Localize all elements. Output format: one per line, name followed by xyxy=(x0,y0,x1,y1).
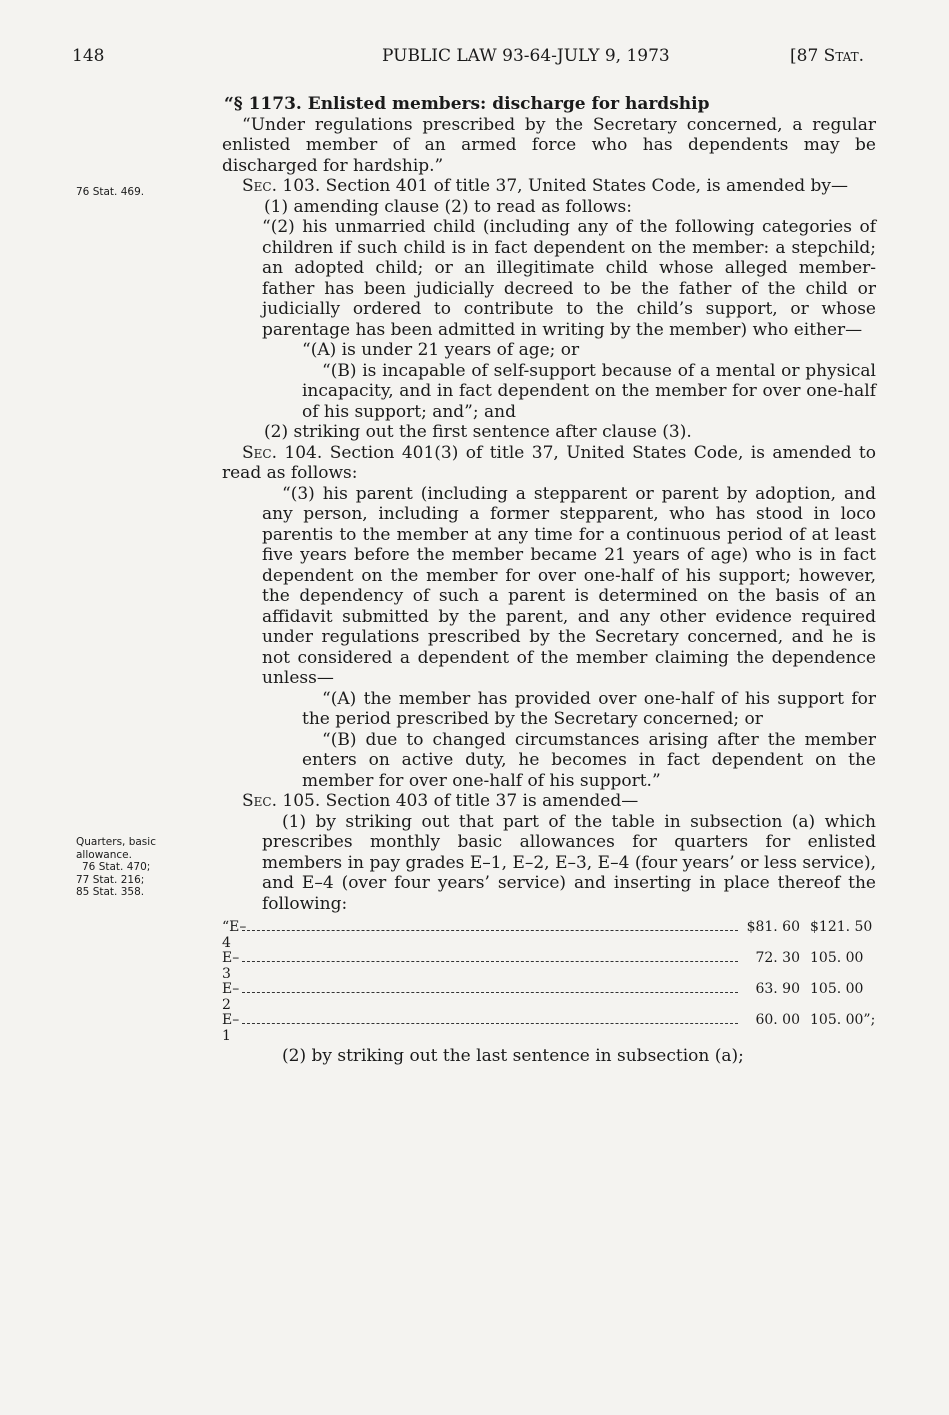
sec-103-intro: Sec. 103. Section 401 of title 37, United States Code, is amended by— xyxy=(242,176,849,196)
sec-105-intro: Sec. 105. Section 403 of title 37 is amended— xyxy=(242,791,639,811)
table-row: E–3 72. 30 105. 00 xyxy=(222,950,864,982)
table-row: E–1 60. 00 105. 00”; xyxy=(222,1012,876,1044)
sec-103-clause-a: “(A) is under 21 years of age; or xyxy=(302,340,580,360)
sec-103-item-2: (2) striking out the first sentence after clause (3). xyxy=(264,422,692,442)
table-row: E–2 63. 90 105. 00 xyxy=(222,981,864,1013)
sec-103-clause-2: “(2) his unmarried child (including any of the following categories of children if such child is in fact dependent on the member: a stepchild; an adopted child; or an illegitimate child whose alleged member-father has been judicially decreed to be the father of the child or judicially ordered to contribute to the child’s support, or whose parentage has been admitted in writing by the member) who either— xyxy=(262,217,876,340)
document-body xyxy=(222,94,876,1067)
statute-volume: [87 Stat. xyxy=(790,46,865,66)
allowance-table xyxy=(222,920,876,1044)
page-number: 148 xyxy=(72,46,105,66)
sec-105-item-1: (1) by striking out that part of the table in subsection (a) which prescribes monthly basic allowances for quarters for enlisted members in pay grades E–1, E–2, E–3, E–4 (four years’ or less service), and E–4 (over four years’ service) and inserting in place thereof the following: xyxy=(262,811,876,914)
sec-103-clause-b: “(B) is incapable of self-support because of a mental or physical incapacity, and in fact dependent on the member for over one-half of his support; and”; and xyxy=(302,360,876,422)
table-row: “E–4 $81. 60 $121. 50 xyxy=(222,919,873,951)
sec-105-item-2: (2) by striking out the last sentence in subsection (a); xyxy=(282,1046,744,1066)
sec-104-intro: Sec. 104. Section 401(3) of title 37, United States Code, is amended to read as follows: xyxy=(222,442,876,483)
margin-note-76-stat-469: 76 Stat. 469. xyxy=(76,186,145,198)
sec-104-clause-3: “(3) his parent (including a stepparent or parent by adoption, and any person, including a former stepparent, who has stood in loco parentis to the member at any time for a continuous period of at least five years before the member became 21 years of age) who is in fact dependent on the member for over one-half of his support; however, the dependency of such a parent is determined on the basis of an affidavit submitted by the parent, and any other evidence required under regulations prescribed by the Secretary concerned, and he is not considered a dependent of the member claiming the dependence unless— xyxy=(262,483,876,688)
sec-103-item-1: (1) amending clause (2) to read as follows: xyxy=(264,196,632,217)
section-1173-text: “Under regulations prescribed by the Secretary concerned, a regular enlisted member of an armed force who has dependents may be discharged for hardship.” xyxy=(222,114,876,176)
sec-104-clause-a: “(A) the member has provided over one-half of his support for the period prescribed by the Secretary concerned; or xyxy=(302,688,876,729)
page-header xyxy=(0,46,949,70)
running-title: PUBLIC LAW 93-64-JULY 9, 1973 xyxy=(382,46,670,66)
section-heading: “§ 1173. Enlisted members: discharge for hardship xyxy=(224,94,710,114)
sec-104-clause-b: “(B) due to changed circumstances arising after the member enters on active duty, he becomes in fact dependent on the member for over one-half of his support.” xyxy=(302,729,876,791)
margin-note-quarters: Quarters, basic allowance. 76 Stat. 470; 77 Stat. 216; 85 Stat. 358. xyxy=(76,836,156,898)
